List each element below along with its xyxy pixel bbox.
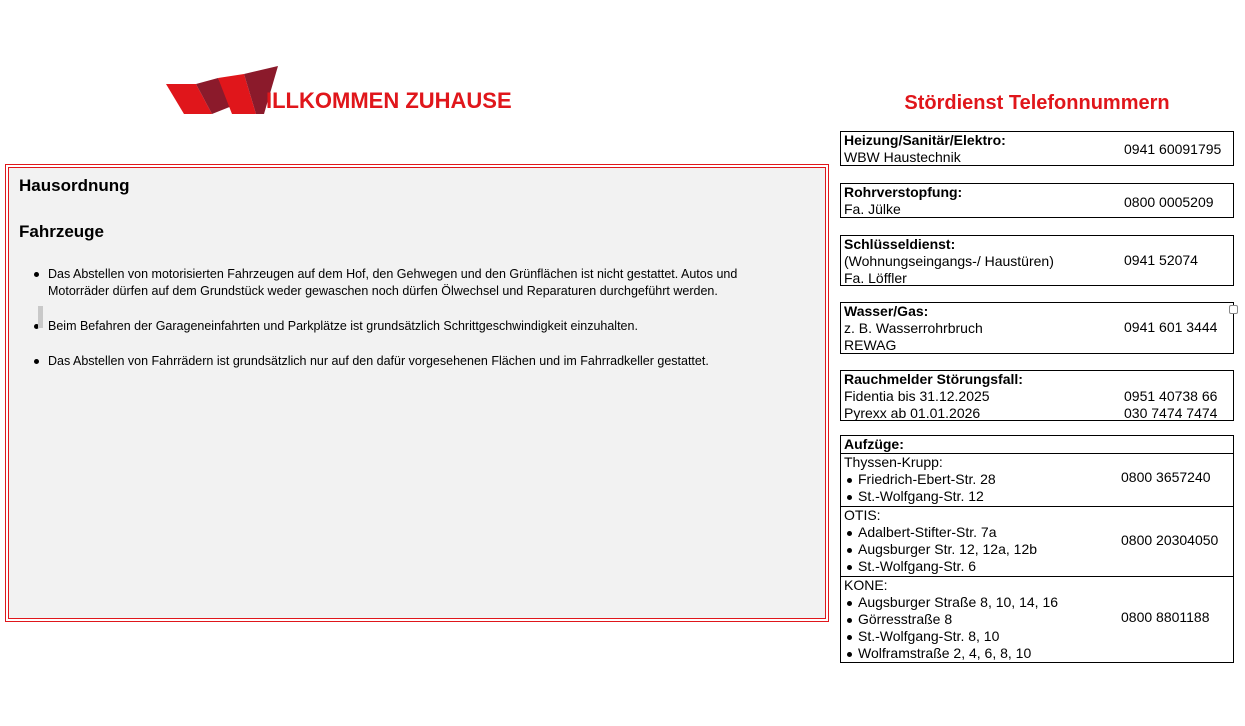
hausordnung-content — [8, 167, 826, 619]
text-caret — [38, 306, 43, 328]
list-item: Görresstraße 8 — [844, 611, 1233, 628]
list-item: Beim Befahren der Garageneinfahrten und Parkplätze ist grundsätzlich Schrittgeschwindigkeit einzuhalten. — [19, 318, 768, 335]
contact-name: Pyrexx ab 01.01.2026 — [844, 405, 981, 421]
contact-name: Fa. Jülke — [844, 201, 901, 217]
contact-wasser-gas — [840, 302, 1234, 354]
contact-detail: z. B. Wasserrohrbruch — [844, 320, 983, 336]
list-item: Augsburger Str. 12, 12a, 12b — [844, 541, 1233, 558]
list-item: St.-Wolfgang-Str. 12 — [844, 488, 1233, 505]
list-item: Wolframstraße 2, 4, 6, 8, 10 — [844, 645, 1233, 662]
contact-name: Fa. Löffler — [844, 270, 907, 286]
company-name: KONE: — [844, 577, 888, 593]
list-item: Augsburger Straße 8, 10, 14, 16 — [844, 594, 1233, 611]
page-title: Hausordnung — [19, 176, 130, 195]
aufzug-otis — [841, 506, 1233, 576]
rules-list — [19, 266, 815, 370]
category-label: Wasser/Gas: — [844, 303, 929, 319]
list-item: St.-Wolfgang-Str. 8, 10 — [844, 628, 1233, 645]
category-label: Heizung/Sanitär/Elektro: — [844, 132, 1006, 148]
category-label: Rauchmelder Störungsfall: — [844, 371, 1023, 387]
company-name: OTIS: — [844, 507, 881, 523]
category-label: Rohrverstopfung: — [844, 184, 963, 200]
logo — [166, 64, 526, 116]
contact-name: Fidentia bis 31.12.2025 — [844, 388, 990, 404]
aufzug-kone — [841, 576, 1233, 663]
phone-number[interactable]: 0941 60091795 — [1124, 141, 1222, 157]
contact-aufzuege — [840, 435, 1234, 663]
phone-number[interactable]: 0800 8801188 — [1121, 609, 1210, 625]
contact-name: WBW Haustechnik — [844, 149, 961, 165]
category-label: Aufzüge: — [844, 436, 904, 452]
contact-name: REWAG — [844, 337, 897, 353]
contact-heizung — [840, 131, 1234, 166]
welcome-heading: ILLKOMMEN ZUHAUSE — [266, 88, 512, 113]
phone-number[interactable]: 0800 20304050 — [1121, 532, 1219, 548]
phone-number[interactable]: 0800 0005209 — [1124, 194, 1214, 210]
list-item: St.-Wolfgang-Str. 6 — [844, 558, 1233, 575]
phone-number[interactable]: 0951 40738 66 — [1124, 388, 1218, 404]
section-title: Fahrzeuge — [19, 222, 105, 241]
phone-number[interactable]: 0941 52074 — [1124, 252, 1198, 268]
contact-rohrverstopfung — [840, 183, 1234, 218]
list-item: Friedrich-Ebert-Str. 28 — [844, 471, 1233, 488]
list-item: Das Abstellen von motorisierten Fahrzeugen auf dem Hof, den Gehwegen und den Grünflächen ist nicht gestattet. Autos und Motorräder dürfen auf dem Grundstück weder gewaschen noch dürfen Ölwechsel und Reparaturen durchgeführt werden. — [19, 266, 768, 300]
w-logo-icon — [166, 66, 280, 116]
aufzug-thyssen — [841, 453, 1233, 506]
company-name: Thyssen-Krupp: — [844, 454, 943, 470]
list-item: Adalbert-Stifter-Str. 7a — [844, 524, 1233, 541]
category-label: Schlüsseldienst: — [844, 236, 956, 252]
contact-rauchmelder — [840, 370, 1234, 421]
phone-number[interactable]: 0800 3657240 — [1121, 469, 1211, 485]
phone-number[interactable]: 030 7474 7474 — [1124, 405, 1218, 421]
stoerdienst-title: Stördienst Telefonnummern — [904, 92, 1170, 114]
contact-schluesseldienst — [840, 235, 1234, 286]
contact-detail: (Wohnungseingangs-/ Haustüren) — [844, 253, 1054, 269]
resize-handle-icon[interactable] — [1229, 305, 1238, 314]
phone-number[interactable]: 0941 601 3444 — [1124, 319, 1218, 335]
hausordnung-panel — [5, 164, 829, 622]
list-item: Das Abstellen von Fahrrädern ist grundsätzlich nur auf den dafür vorgesehenen Flächen und im Fahrradkeller gestattet. — [19, 353, 768, 370]
